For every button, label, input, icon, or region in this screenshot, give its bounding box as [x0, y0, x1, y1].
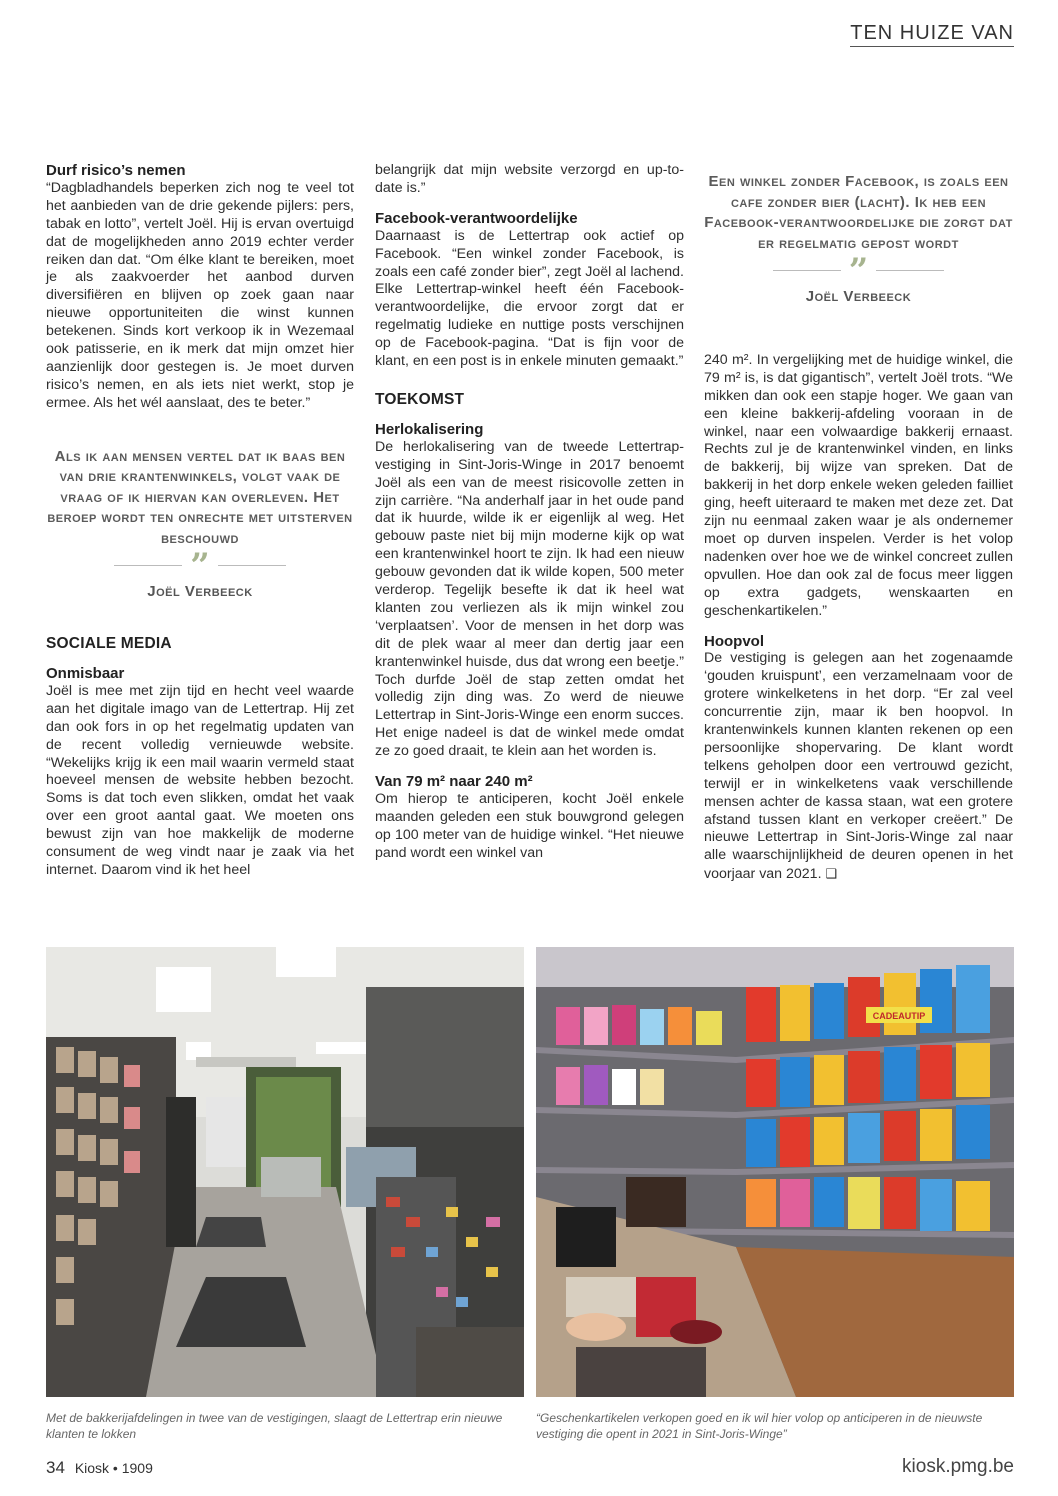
pull-quote-author: Joël Verbeeck: [147, 583, 253, 601]
section-heading-sociale-media: SOCIALE MEDIA: [46, 635, 172, 653]
paragraph: belangrijk dat mijn website verzorgd en up-to-date is.”: [375, 162, 684, 196]
footer-left: [46, 1458, 153, 1478]
paragraph: 240 m². In vergelijking met de huidige winkel, die 79 m² is, is dat gigantisch”, vertelt Joël trots. “We mikken dan ook een stapje hoger. We gaan van een kleine bakkerij-afdeling vooraan in de winkel, naar een volwaardige bakkerij ernaast. Rechts zul je de krantenwinkel vinden, en links de bakkerij, bij wijze van spreken. Dat de bakkerij in het dorp enkele weken geleden failliet ging, heeft uiteraard te maken met deze zet. Dat zijn nu eenmaal zaken waar je als ondernemer moet op durven inspelen. Verder is het volop nadenken over hoe we de winkel concreet zullen opvullen. Hoe dan ook zal de focus meer liggen op extra gadgets, wenskaarten en geschenkartikelen.”: [704, 351, 1013, 619]
pull-quote-divider: [704, 251, 1013, 291]
end-square-icon: ❑: [825, 866, 838, 882]
subheading-durf-risicos: Durf risico’s nemen: [46, 162, 186, 179]
paragraph: Joël is mee met zijn tijd en hecht veel waarde aan het digitale imago van de Lettertrap. Hij zet dan ook fors in op het regelmatig updaten van de recent volledig vernieuwde website. “Wekelijks krijg ik een mail waarin vermeld staat hoeveel mensen de website hebben bezocht. Soms is dat toch even slikken, omdat het vaak over een groot aantal gaat. We moeten ons bewust zijn van hoe makkelijk de moderne consument de weg vindt naar je zaak via het internet. Daarom vind ik het heel: [46, 682, 354, 878]
paragraph-text: De vestiging is gelegen aan het zogenaamde ‘gouden kruispunt’, een verzamelnaam voor de grotere winkelketens in het dorp. “Er zal veel concurrentie zijn, maar ik ben hoopvol. In krantenwinkels kunnen klanten rekenen op een persoonlijke shopervaring. De klant wordt telkens geholpen door een vertrouwd gezicht, terwijl er in winkelketens vaak verschillende mensen achter de kassa staan, wat een grotere afstand tussen klant en verkoper creëert.” De nieuwe Lettertrap in Sint-Joris-Winge zal naar alle waarschijnlijkheid de deuren openen in het voorjaar van 2021.: [704, 650, 1013, 883]
pull-quote-text: Als ik aan mensen vertel dat ik baas ben van drie krantenwinkels, volgt vaak de vraag of ik hiervan kan overleven. Het beroep wordt ten onrechte met uitsterven beschouwd: [47, 447, 353, 547]
column-2: [375, 162, 684, 863]
quote-mark-icon: ”: [190, 546, 210, 587]
paragraph: Daarnaast is de Lettertrap ook actief op Facebook. “Een winkel zonder Facebook, is zoals een café zonder bier”, zegt Joël al lachend. Elke Lettertrap-winkel heeft één Facebook-verantwoordelijke, die ervoor zorgt dat er regelmatig ludieke en nuttige posts verschijnen op de Facebook-pagina. “Dat is fijn voor de klant, en een post is in enkele minuten gemaakt.”: [375, 227, 684, 370]
pull-quote-author: Joël Verbeeck: [805, 288, 912, 305]
quote-mark-icon: ”: [848, 251, 869, 291]
subheading-facebook: Facebook-verantwoordelijke: [375, 209, 578, 227]
subheading-onmisbaar: Onmisbaar: [46, 665, 125, 682]
photo-toy-shelves: [536, 947, 1014, 1397]
footer-url-link[interactable]: kiosk.pmg.be: [902, 1456, 1014, 1477]
section-heading-toekomst: TOEKOMST: [375, 390, 465, 408]
subheading-van-79-naar-240: Van 79 m² naar 240 m²: [375, 773, 533, 791]
divider-line: [218, 565, 286, 566]
column-1: [46, 162, 354, 880]
photo-caption-right: “Geschenkartikelen verkopen goed en ik wil hier volop op anticiperen in de nieuwste vestiging die opent in 2021 in Sint-Joris-Winge”: [536, 1411, 983, 1441]
paragraph: [704, 650, 1013, 884]
page-number: 34: [46, 1458, 65, 1477]
sign-cadeautip: CADEAUTIP: [872, 1011, 926, 1021]
divider-line: [773, 270, 841, 271]
paragraph: De herlokalisering van de tweede Lettertrap-vestiging in Sint-Joris-Winge in 2017 benoemt Joël als een van de meest risicovolle zetten in zijn carrière. “Na anderhalf jaar in het oude pand dat ik huurde, wilde ik er eigenlijk al weg. Het gebouw paste niet bij mijn moderne kijk op wat een krantenwinkel hoort te zijn. Ik had een nieuw gebouw gevonden dat ik wilde kopen, 500 meter verderop. Tegelijk besefte ik dat ik heel wat klanten zou verliezen als ik mijn winkel zou ‘verplaatsen’. Voor de mensen in het dorp was dit de plek waar al meer dan dertig jaar een krantenwinkel huisde, dus dat wrong een beetje.” Toch durfde Joël de stap zetten omdat het volledig zijn ding was. Zo werd de nieuwe Lettertrap in Sint-Joris-Winge een enorm succes. Het enige nadeel is dat de winkel mede omdat ze zo goed draait, te klein aan het worden is.: [375, 438, 684, 760]
subheading-hoopvol: Hoopvol: [704, 632, 764, 650]
subheading-herlokalisering: Herlokalisering: [375, 420, 484, 438]
magazine-issue: Kiosk • 1909: [74, 1460, 153, 1476]
paragraph: Om hierop te anticiperen, kocht Joël enkele maanden geleden een stuk bouwgrond gelegen op 100 meter van de huidige winkel. “Het nieuwe pand wordt een winkel van: [375, 791, 684, 861]
photo-caption-left: Met de bakkerijafdelingen in twee van de vestigingen, slaagt de Lettertrap erin nieuwe klanten te lokken: [46, 1411, 503, 1441]
pull-quote-text: Een winkel zonder Facebook, is zoals een cafe zonder bier (lacht). Ik heb een Facebook-verantwoordelijke die zorgt dat er regelmatig gepost wordt: [704, 173, 1013, 252]
divider-line: [114, 565, 182, 566]
photo-shop-interior: [46, 947, 524, 1397]
divider-line: [876, 270, 944, 271]
paragraph: “Dagbladhandels beperken zich nog te veel tot het aanbieden van de drie gekende pijlers: pers, tabak en lotto”, vertelt Joël. Hij is ervan overtuigd dat de mogelijkheden anno 2019 echter verder reiken dan dat. “Om élke klant te bereiken, moet je als zaakvoerder het aanbod durven diversifiëren en blijven op zoek gaan naar nieuwe opportuniteiten die winst kunnen betekenen. Sinds kort verkoop ik in Wezemaal ook patisserie, en ik merk dat mijn omzet hier aanzienlijk door gestegen is. Je moet durven risico’s nemen, en als iets niet werkt, stop je ermee. Als het wél aanslaat, des te beter.”: [46, 179, 354, 411]
pull-quote-divider: [46, 546, 354, 587]
column-3: [704, 162, 1013, 884]
section-label: TEN HUIZE VAN: [850, 22, 1014, 47]
